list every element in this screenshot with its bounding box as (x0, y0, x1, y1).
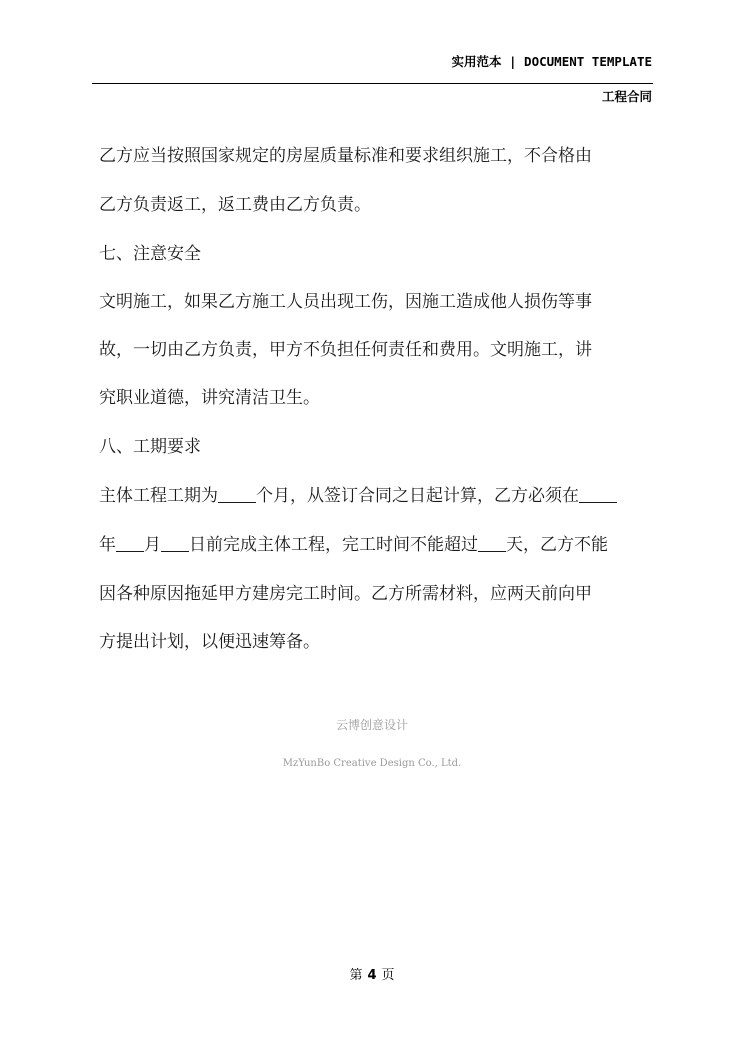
header-subtitle: 工程合同 (601, 89, 652, 104)
text-segment: 日前完成主体工程，完工时间不能超过 (189, 535, 478, 555)
section-8-heading: 八、工期要求 (99, 437, 201, 457)
page-number (0, 964, 744, 983)
footer-company-cn: 云博创意设计 (335, 718, 408, 732)
blank-year (579, 484, 617, 503)
section-7-line-3: 究职业道德，讲究清洁卫生。 (99, 388, 320, 408)
footer-company-en: MzYunBo Creative Design Co., Ltd. (282, 758, 462, 769)
section-7-heading: 七、注意安全 (99, 244, 201, 264)
section-8-line-1 (99, 484, 659, 508)
page-prefix: 第 (349, 968, 363, 983)
page-suffix: 页 (381, 968, 395, 983)
paragraph-quality-line-1: 乙方应当按照国家规定的房屋质量标准和要求组织施工，不合格由 (99, 146, 592, 166)
text-segment: 个月，从签订合同之日起计算，乙方必须在 (256, 486, 579, 506)
header-title: 实用范本 | DOCUMENT TEMPLATE (451, 54, 652, 69)
section-8-line-2 (99, 533, 659, 557)
text-segment: 年 (99, 535, 116, 555)
text-segment: 月 (144, 535, 161, 555)
header-divider (92, 83, 653, 84)
section-8-line-3: 因各种原因拖延甲方建房完工时间。乙方所需材料，应两天前向甲 (99, 584, 592, 604)
blank-day (161, 533, 189, 552)
blank-month (116, 533, 144, 552)
page-number-value: 4 (367, 968, 377, 983)
section-7-line-1: 文明施工，如果乙方施工人员出现工伤，因施工造成他人损伤等事 (99, 292, 592, 312)
section-8-line-4: 方提出计划，以便迅速筹备。 (99, 632, 320, 652)
text-segment: 主体工程工期为 (99, 486, 218, 506)
paragraph-quality-line-2: 乙方负责返工，返工费由乙方负责。 (99, 195, 371, 215)
blank-months (218, 484, 256, 503)
blank-days-limit (478, 533, 506, 552)
section-7-line-2: 故，一切由乙方负责，甲方不负担任何责任和费用。文明施工，讲 (99, 340, 592, 360)
text-segment: 天，乙方不能 (506, 535, 608, 555)
